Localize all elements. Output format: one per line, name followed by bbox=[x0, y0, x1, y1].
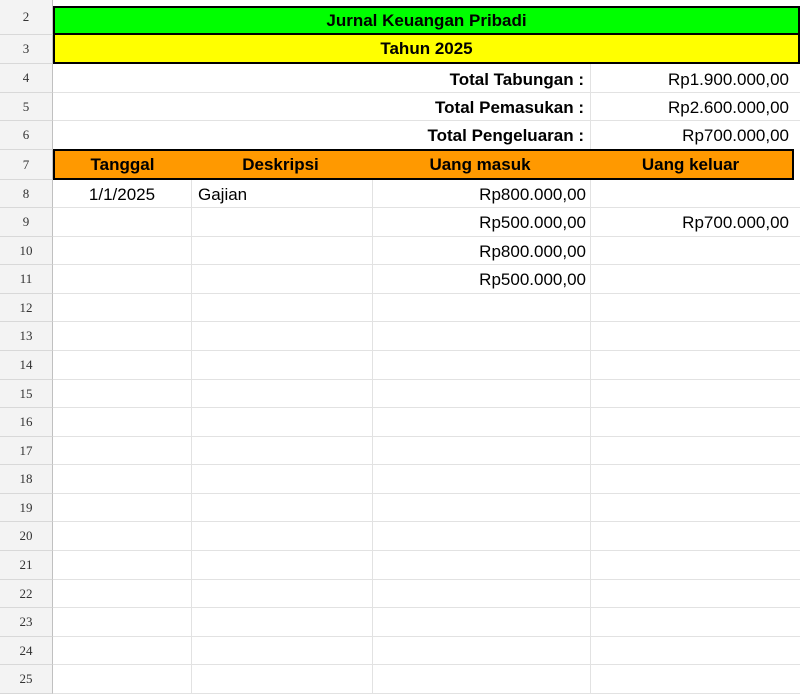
cell-tanggal[interactable] bbox=[53, 209, 191, 237]
grid-line bbox=[53, 350, 800, 351]
sheet-title[interactable]: Jurnal Keuangan Pribadi bbox=[53, 6, 800, 35]
row-header-10[interactable]: 10 bbox=[0, 237, 53, 265]
total-pengeluaran-value[interactable]: Rp700.000,00 bbox=[682, 126, 789, 145]
cell-uang-masuk[interactable]: Rp500.000,00 bbox=[479, 270, 586, 289]
sheet-year[interactable]: Tahun 2025 bbox=[53, 35, 800, 64]
cell-uang-masuk[interactable]: Rp800.000,00 bbox=[479, 241, 586, 261]
cell-uang-keluar[interactable]: Rp700.000,00 bbox=[682, 213, 789, 232]
cell-uang-masuk[interactable]: Rp800.000,00 bbox=[479, 184, 586, 204]
row-header-7[interactable]: 7 bbox=[0, 150, 53, 180]
grid-line bbox=[53, 407, 800, 408]
grid-line bbox=[53, 579, 800, 580]
row-header-22[interactable]: 22 bbox=[0, 580, 53, 608]
column-header-uang-keluar[interactable]: Uang keluar bbox=[589, 149, 794, 180]
row-header-17[interactable]: 17 bbox=[0, 437, 53, 465]
grid-line bbox=[53, 664, 800, 665]
column-header-tanggal[interactable]: Tanggal bbox=[53, 149, 192, 180]
cell-deskripsi[interactable] bbox=[192, 238, 372, 265]
column-header-uang-masuk[interactable]: Uang masuk bbox=[371, 149, 591, 180]
row-header-3[interactable]: 3 bbox=[0, 35, 53, 64]
cell-uang-masuk[interactable]: Rp500.000,00 bbox=[479, 213, 586, 232]
grid-line bbox=[53, 636, 800, 637]
total-pengeluaran-label[interactable]: Total Pengeluaran : bbox=[427, 126, 584, 145]
total-pemasukan-label[interactable]: Total Pemasukan : bbox=[435, 97, 584, 117]
row-header-13[interactable]: 13 bbox=[0, 322, 53, 351]
cell-uang-keluar[interactable] bbox=[591, 181, 793, 208]
grid-line bbox=[53, 436, 800, 437]
grid-line bbox=[53, 321, 800, 322]
row-header-25[interactable]: 25 bbox=[0, 665, 53, 694]
row-header-21[interactable]: 21 bbox=[0, 551, 53, 580]
row-header-8[interactable]: 8 bbox=[0, 180, 53, 208]
row-header-24[interactable]: 24 bbox=[0, 637, 53, 665]
row-header-2[interactable]: 2 bbox=[0, 0, 53, 35]
cell-tanggal[interactable] bbox=[53, 238, 191, 265]
grid-line bbox=[53, 493, 800, 494]
cell-uang-keluar[interactable] bbox=[591, 266, 793, 294]
grid-line bbox=[53, 607, 800, 608]
cell-deskripsi[interactable] bbox=[192, 209, 372, 237]
row-header-4[interactable]: 4 bbox=[0, 64, 53, 93]
row-header-5[interactable]: 5 bbox=[0, 93, 53, 121]
row-header-19[interactable]: 19 bbox=[0, 494, 53, 522]
cell-tanggal[interactable] bbox=[53, 266, 191, 294]
total-tabungan-value[interactable]: Rp1.900.000,00 bbox=[668, 69, 789, 89]
grid-line bbox=[53, 464, 800, 465]
column-header-deskripsi[interactable]: Deskripsi bbox=[190, 149, 373, 180]
cell-deskripsi[interactable] bbox=[192, 266, 372, 294]
cell-deskripsi[interactable]: Gajian bbox=[198, 184, 248, 204]
row-header-18[interactable]: 18 bbox=[0, 465, 53, 494]
row-header-11[interactable]: 11 bbox=[0, 265, 53, 294]
grid-line bbox=[53, 379, 800, 380]
grid-line bbox=[53, 550, 800, 551]
cell-tanggal[interactable]: 1/1/2025 bbox=[88, 184, 156, 204]
grid-line bbox=[53, 521, 800, 522]
total-tabungan-label[interactable]: Total Tabungan : bbox=[449, 69, 584, 89]
row-header-15[interactable]: 15 bbox=[0, 380, 53, 408]
row-header-16[interactable]: 16 bbox=[0, 408, 53, 437]
row-header-23[interactable]: 23 bbox=[0, 608, 53, 637]
row-header-14[interactable]: 14 bbox=[0, 351, 53, 380]
row-header-20[interactable]: 20 bbox=[0, 522, 53, 551]
row-header-6[interactable]: 6 bbox=[0, 121, 53, 150]
total-pemasukan-value[interactable]: Rp2.600.000,00 bbox=[668, 97, 789, 117]
row-header-12[interactable]: 12 bbox=[0, 294, 53, 322]
row-header-9[interactable]: 9 bbox=[0, 208, 53, 237]
cell-uang-keluar[interactable] bbox=[591, 238, 793, 265]
